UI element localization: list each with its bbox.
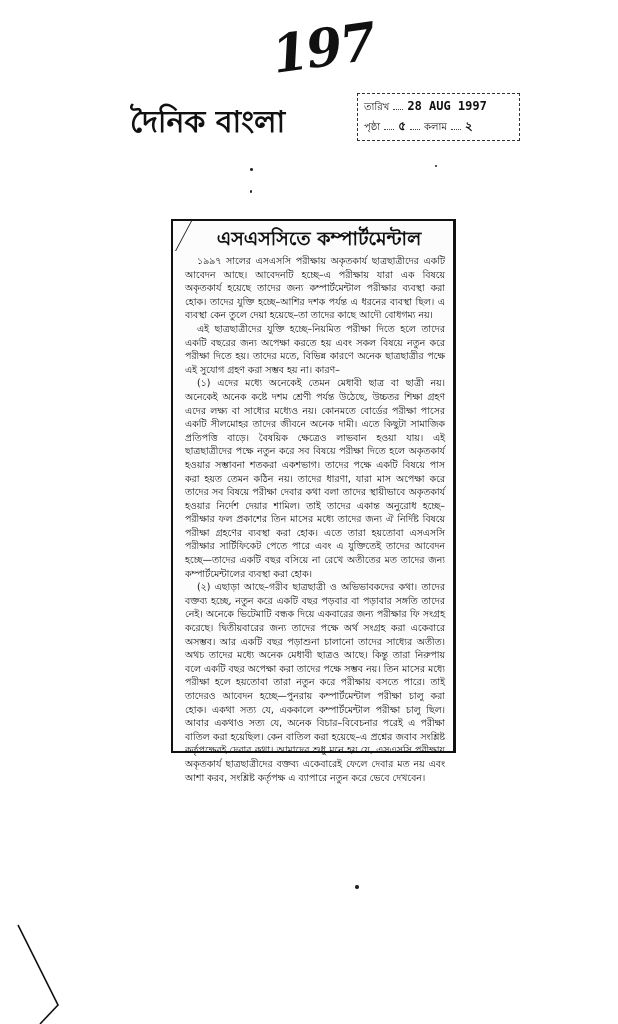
scan-speck (435, 165, 437, 167)
newspaper-masthead: দৈনিক বাংলা (130, 105, 286, 140)
article-paragraph: (১) এদের মধ্যে অনেকেই তেমন মেধাবী ছাত্র বা ছাত্রী নয়। অনেকেই অনেক কষ্টে দশম শ্রেণী পর্যন্ত উঠেছে, উচ্চতর শিক্ষা গ্রহণ এদের লক্ষ্য বা সাধ্যের মধ্যেও নয়। কোনমতে বোর্ডের পরীক্ষা পাসের একটি সীলমোহর তাদের জীবনে অনেক দামী। এতে কিছুটা সামাজিক প্রতিপত্তি বাড়ে। বৈষয়িক ক্ষেত্রেও লাভবান হওয়া যায়। এই ছাত্রছাত্রীদের পক্ষে নতুন করে সব বিষয়ে পরীক্ষা দিতে হলে অকৃতকার্য হওয়ার সম্ভাবনা শতকরা একশভাগ। তাদের পক্ষে একটি বিষয়ে পাস করা হয়ত তেমন কঠিন নয়। তাদের ধারণা, যারা মাস অপেক্ষা করে তাদের সব বিষয়ে পরীক্ষা দেবার কথা বলা তাদের স্থায়ীভাবে অকৃতকার্য হওয়ার নির্দেশ দেয়ার শামিল। তাই তাদের একান্ত অনুরোধ হচ্ছে–পরীক্ষার ফল প্রকাশের তিন মাসের মধ্যে তাদের জন্য ঐ নির্দিষ্ট বিষয়ে পরীক্ষা গ্রহণের ব্যবস্থা করা হোক। এতে তারা হয়তোবা এসএসসি পরীক্ষার সার্টিফিকেট পেতে পারে এবং এ যুক্তিতেই তাদের আবেদন হচ্ছে—তাদের একটি বছর বসিয়ে না রেখে অতীতের মত তাদের জন্য কম্পার্টমেন্টালের ব্যবস্থা করা হোক। (185, 378, 445, 580)
article-paragraph: এই ছাত্রছাত্রীদের যুক্তি হচ্ছে–নিয়মিত পরীক্ষা দিতে হলে তাদের একটি বছরের জন্য অপেক্ষা করতে হয় এবং সকল বিষয়ে নতুন করে পরীক্ষা দিতে হয়। তাদের মতে, বিভিন্ন কারণে অনেক ছাত্রছাত্রীর পক্ষে এই সুযোগ গ্রহণ করা সম্ভব হয় না। কারণ– (185, 323, 445, 376)
scan-corner-fold (0, 905, 60, 1024)
stamp-column-value: ২ (464, 119, 473, 133)
stamp-date-row (364, 97, 513, 117)
stamp-dots (410, 121, 420, 130)
stamp-date-value: 28 AUG 1997 (407, 99, 487, 113)
stamp-dots (451, 121, 461, 130)
stamp-page-value: ৫ (398, 119, 406, 133)
article-paragraph: (২) এছাড়া আছে–গরীব ছাত্রছাত্রী ও অভিভাবকদের কথা। তাদের বক্তব্য হচ্ছে, নতুন করে একটি বছর পড়বার বা পড়াবার সঙ্গতি তাদের নেই। অনেকে ভিটেমাটি বন্ধক দিয়ে একবারের জন্য পরীক্ষার ফি সংগ্রহ করেছে। দ্বিতীয়বারের জন্য তাদের পক্ষে অর্থ সংগ্রহ করা একেবারে অসম্ভব। আর একটি বছর পড়াশুনা চালানো তাদের সাধ্যের অতীত। অথচ তাদের মধ্যে অনেক মেধাবী ছাত্রও আছে। কিন্তু তারা নিরুপায় বলে একটি বছর অপেক্ষা করা তাদের পক্ষে সম্ভব নয়। তিন মাসের মধ্যে পরীক্ষা হলে হয়তোবা তারা নতুন করে পরীক্ষায় বসতে পারে। তাই তাদেরও আবেদন হচ্ছে—পুনরায় কম্পার্টমেন্টাল পরীক্ষা চালু করা হোক। একথা সত্য যে, এককালে কম্পার্টমেন্টাল পরীক্ষা চালু ছিল। আবার একথাও সত্য যে, অনেক বিচার–বিবেচনার পরেই এ পরীক্ষা বাতিল করা হয়েছিল। কেন বাতিল করা হয়েছে–এ প্রশ্নের জবাব সংশ্লিষ্ট কর্তৃপক্ষেরই দেবার কথা। আমাদের শুধু মনে হয় যে, এসএসসি পরীক্ষায় অকৃতকার্য ছাত্রছাত্রীদের বক্তব্য একেবারেই ফেলে দেবার মত নয় এবং আশা করব, সংশ্লিষ্ট কর্তৃপক্ষ এ ব্যাপারে নতুন করে ভেবে দেখবেন। (185, 582, 445, 784)
date-stamp (357, 93, 520, 141)
stamp-page-row (364, 117, 513, 137)
scan-speck (250, 190, 252, 193)
stamp-dots (393, 101, 403, 110)
stamp-page-label: পৃষ্ঠা (364, 122, 381, 133)
stamp-column-label: কলাম (424, 122, 447, 133)
article-headline: এসএসসিতে কম্পার্টমেন্টাল (216, 228, 422, 250)
article-paragraph: ১৯৯৭ সালের এসএসসি পরীক্ষায় অকৃতকার্য ছাত্রছাত্রীদের একটি আবেদন আছে। আবেদনটি হচ্ছে–এ পরীক্ষায় যারা এক বিষয়ে অকৃতকার্য হয়েছে তাদের জন্য কম্পার্টমেন্টাল পরীক্ষার ব্যবস্থা করা হোক। তাদের যুক্তি হচ্ছে–আশির দশক পর্যন্ত এ ধরনের ব্যবস্থা ছিল। এ ব্যবস্থা কেন তুলে দেয়া হয়েছে–তা তাদের কাছে আদৌ বোধগম্য নয়। (185, 256, 445, 322)
newspaper-clipping (171, 219, 456, 784)
handwritten-page-number: 197 (268, 11, 379, 86)
scan-speck (355, 885, 359, 889)
stamp-date-label: তারিখ (364, 102, 390, 113)
stamp-dots (384, 121, 394, 130)
scan-speck (250, 168, 253, 171)
